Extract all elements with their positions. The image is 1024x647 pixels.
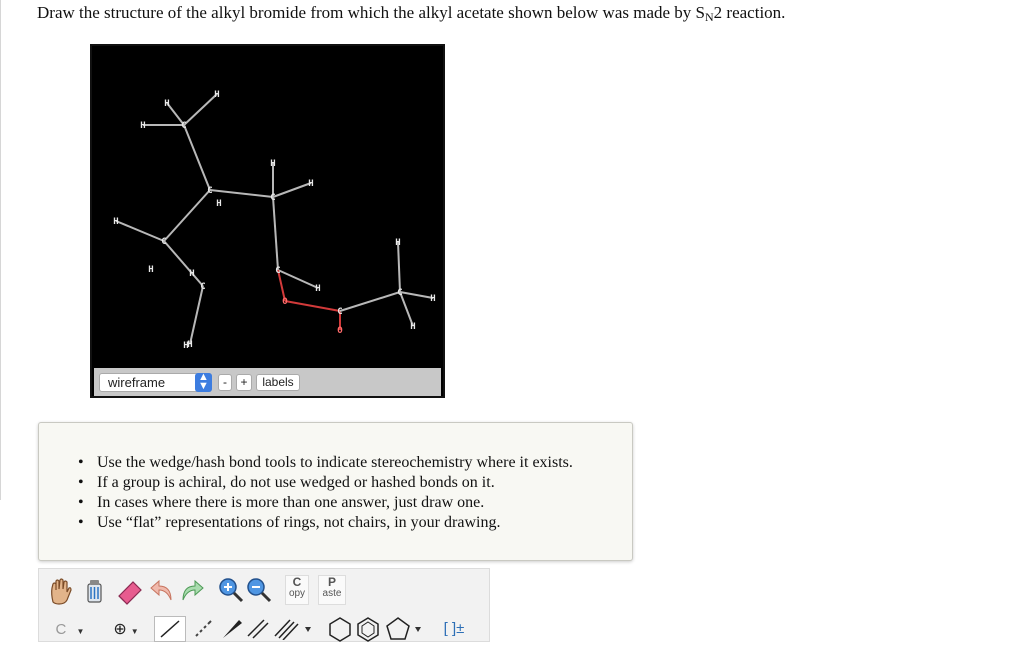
atom-label-c1: C	[181, 121, 187, 131]
instructions-box	[38, 422, 633, 561]
instruction-item: • If a group is achiral, do not use wedged or hashed bonds on it.	[97, 473, 573, 493]
zoom-out-button[interactable]: -	[218, 374, 232, 391]
left-border	[0, 0, 1, 500]
wedge-bond-icon[interactable]	[219, 616, 245, 642]
atom-label-h6: H	[270, 159, 276, 169]
bond-line	[164, 190, 210, 241]
atom-label-h9: H	[189, 269, 195, 279]
atom-label-o2: O	[337, 326, 343, 336]
benzene-ring-icon[interactable]	[355, 616, 381, 642]
atom-label-h13: H	[430, 294, 436, 304]
redo-icon[interactable]	[177, 574, 207, 606]
bond-line	[340, 292, 400, 311]
atom-label-h4: H	[113, 217, 119, 227]
eraser-icon[interactable]	[113, 574, 145, 606]
atom-label-h10: H	[187, 340, 193, 350]
drawing-toolbar	[38, 568, 490, 642]
atom-label-h12: H	[395, 238, 401, 248]
atom-label-h11: H	[315, 284, 321, 294]
hexagon-ring-icon[interactable]	[327, 616, 353, 642]
pentagon-ring-icon[interactable]	[385, 616, 427, 642]
atom-label-c5: C	[200, 282, 206, 292]
hand-icon[interactable]	[45, 574, 75, 606]
undo-icon[interactable]	[147, 574, 177, 606]
atom-label-h8: H	[148, 265, 154, 275]
element-dropdown-icon: ▼	[76, 627, 85, 636]
element-selector[interactable]	[49, 618, 91, 642]
atom-label-h14: H	[410, 322, 416, 332]
instruction-item: • Use “flat” representations of rings, not chairs, in your drawing.	[97, 513, 573, 533]
atom-label-o1: O	[282, 297, 288, 307]
atom-label-h2: H	[214, 90, 220, 100]
bond-line	[400, 292, 433, 298]
paste-button[interactable]	[318, 575, 346, 605]
atom-label-c3: C	[270, 193, 276, 203]
element-label: C	[55, 621, 67, 638]
subscript-n: N	[705, 10, 714, 24]
bond-line	[190, 286, 203, 344]
bond-line	[210, 190, 273, 197]
render-mode-value: wireframe	[108, 375, 166, 390]
triple-bond-icon[interactable]	[273, 616, 315, 642]
paste-label-bottom: aste	[322, 588, 342, 599]
paste-label-top: P	[327, 575, 336, 589]
bond-line	[278, 270, 318, 288]
bond-line	[164, 241, 203, 286]
labels-button[interactable]: labels	[256, 374, 300, 391]
atom-label-h15: H	[183, 341, 189, 351]
single-bond-icon[interactable]	[154, 616, 186, 642]
bond-line	[398, 242, 400, 292]
zoom-in-icon[interactable]	[215, 574, 245, 606]
zoom-in-button[interactable]: +	[236, 374, 252, 391]
bond-line	[184, 125, 210, 190]
instruction-item: • In cases where there is more than one answer, just draw one.	[97, 493, 573, 513]
bracket-icon[interactable]: [ ]±	[443, 620, 465, 637]
instruction-item: • Use the wedge/hash bond tools to indicate stereochemistry where it exists.	[97, 453, 573, 473]
atom-label-c2: C	[207, 186, 213, 196]
double-bond-icon[interactable]	[245, 616, 271, 642]
zoom-out-icon[interactable]	[243, 574, 273, 606]
molecule-canvas[interactable]	[92, 46, 443, 368]
atom-label-h1: H	[164, 99, 170, 109]
bond-line	[116, 221, 164, 241]
bond-line	[184, 94, 217, 125]
question-text: Draw the structure of the alkyl bromide from which the alkyl acetate shown below was made by $S_N2$ reaction.	[37, 3, 786, 24]
select-arrows-icon: ▲ ▼	[195, 373, 212, 392]
atom-label-c7: C	[337, 307, 343, 317]
atom-label-h5: H	[216, 199, 222, 209]
viewer-controls	[94, 368, 441, 396]
hash-bond-icon[interactable]	[190, 616, 216, 642]
atom-label-h7: H	[308, 179, 314, 189]
copy-label-bottom: opy	[288, 588, 306, 599]
atom-label-c6: C	[275, 266, 281, 276]
atom-label-h3: H	[140, 121, 146, 131]
atom-label-c4: C	[161, 237, 167, 247]
instructions-list	[97, 453, 573, 533]
erase-all-icon[interactable]	[79, 574, 109, 606]
atom-label-c8: C	[397, 288, 403, 298]
molecule-viewer[interactable]	[90, 44, 445, 398]
bond-line	[273, 197, 278, 270]
charge-icon[interactable]: ⊕ ▼	[113, 621, 139, 638]
copy-label-top: C	[292, 575, 302, 589]
copy-button[interactable]	[285, 575, 309, 605]
render-mode-select[interactable]	[99, 373, 212, 392]
bond-line	[285, 301, 340, 311]
bond-line	[273, 183, 311, 197]
